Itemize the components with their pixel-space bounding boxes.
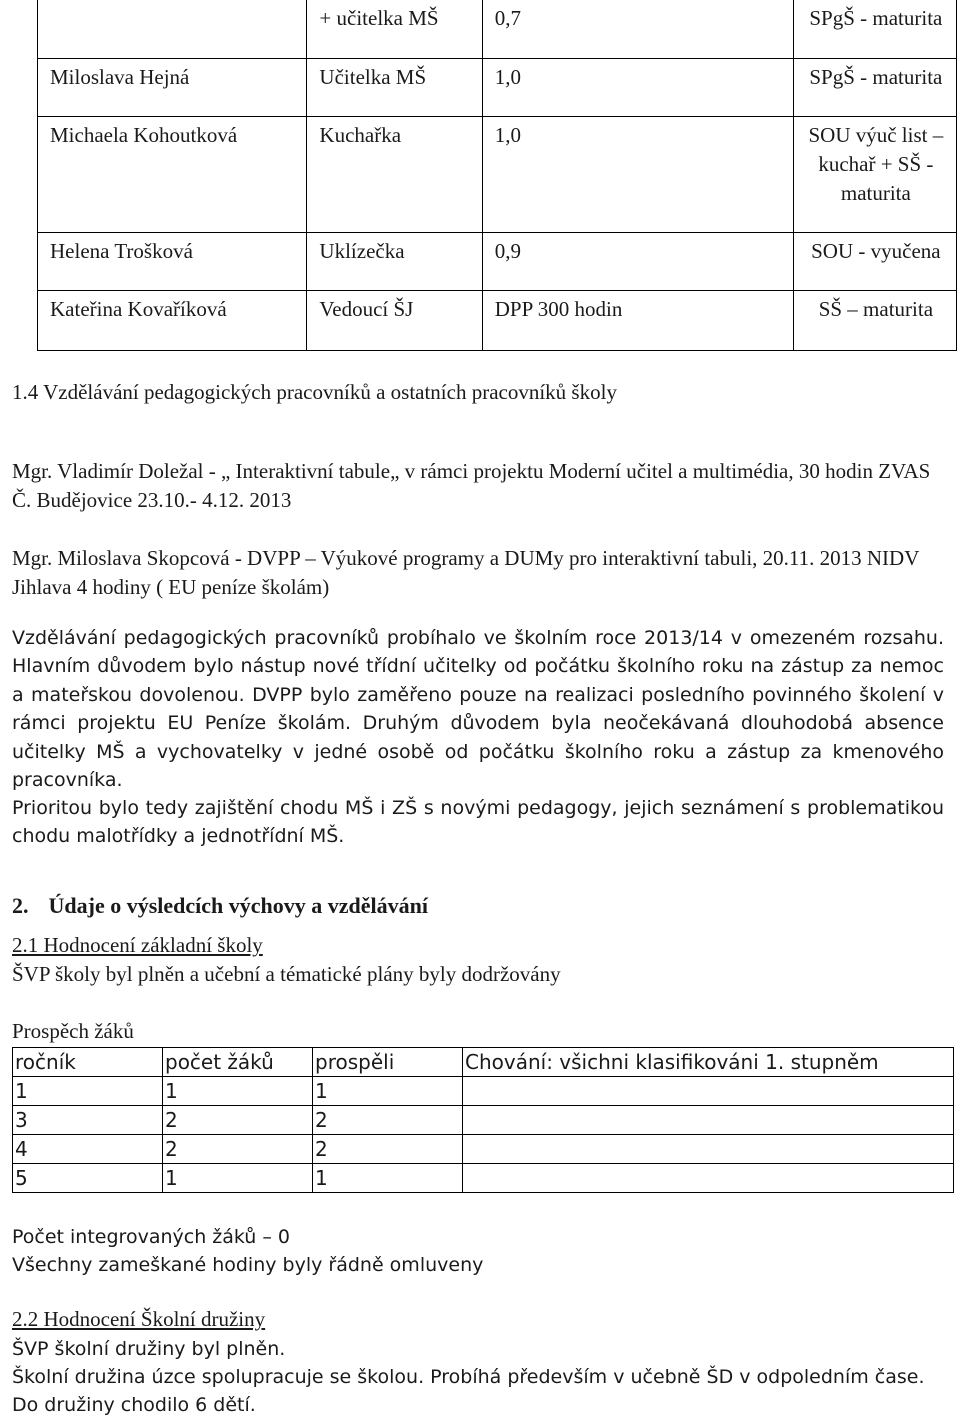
staff-education: SPgŠ - maturita	[793, 0, 956, 58]
grades-cell	[463, 1106, 954, 1135]
staff-role: Kuchařka	[307, 116, 482, 232]
grades-cell: 1	[13, 1077, 163, 1106]
section-2-title: Údaje o výsledcích výchovy a vzdělávání	[48, 893, 428, 918]
staff-education: SPgŠ - maturita	[793, 58, 956, 116]
grades-row	[13, 1077, 954, 1106]
grades-cell: 1	[313, 1077, 463, 1106]
staff-table	[37, 0, 957, 351]
staff-name: Helena Trošková	[38, 232, 307, 290]
absences-note: Všechny zameškané hodiny byly řádně omluveny	[12, 1254, 484, 1276]
grades-cell: 3	[13, 1106, 163, 1135]
grades-cell: 4	[13, 1135, 163, 1164]
staff-role: Vedoucí ŠJ	[307, 290, 482, 350]
subsection-2-2-line2: Školní družina úzce spolupracuje se školou. Probíhá především v učebně ŠD v odpoledním čase. Do družiny chodilo 6 dětí.	[12, 1366, 925, 1416]
grades-cell: 2	[163, 1106, 313, 1135]
subsection-2-1-title: 2.1 Hodnocení základní školy	[12, 933, 263, 957]
subsection-2-1-text: ŠVP školy byl plněn a učební a tématické plány byly dodržovány	[12, 962, 561, 986]
section-2-heading	[12, 891, 428, 920]
staff-load: 0,9	[482, 232, 793, 290]
section-1-4-heading: 1.4 Vzdělávání pedagogických pracovníků a ostatních pracovníků školy	[12, 380, 617, 404]
grades-cell	[463, 1077, 954, 1106]
training-entry-skopcova: Mgr. Miloslava Skopcová - DVPP – Výukové programy a DUMy pro interaktivní tabuli, 20.11. 2013 NIDV Jihlava 4 hodiny ( EU peníze školám)	[12, 546, 919, 599]
integrated-pupils: Počet integrovaných žáků – 0	[12, 1226, 291, 1248]
staff-role: Uklízečka	[307, 232, 482, 290]
grades-cell: 1	[163, 1077, 313, 1106]
subsection-2-2-line1: ŠVP školní družiny byl plněn.	[12, 1338, 286, 1360]
grades-row	[13, 1106, 954, 1135]
staff-role: + učitelka MŠ	[307, 0, 482, 58]
grades-header-cell: ročník	[13, 1048, 163, 1077]
grades-row	[13, 1135, 954, 1164]
grades-header-cell: prospěli	[313, 1048, 463, 1077]
grades-header-cell: počet žáků	[163, 1048, 313, 1077]
staff-load: 1,0	[482, 116, 793, 232]
staff-education: SOU výuč list – kuchař + SŠ - maturita	[793, 116, 956, 232]
grades-title: Prospěch žáků	[12, 1019, 134, 1043]
grades-cell: 2	[313, 1135, 463, 1164]
training-entry-doleal: Mgr. Vladimír Doležal - „ Interaktivní tabule„ v rámci projektu Moderní učitel a multimédia, 30 hodin ZVAS Č. Budějovice 23.10.- 4.12. 2013	[12, 459, 931, 512]
staff-row	[38, 58, 957, 116]
staff-education: SŠ – maturita	[793, 290, 956, 350]
staff-row	[38, 0, 957, 58]
grades-cell: 2	[163, 1135, 313, 1164]
subsection-2-2-title: 2.2 Hodnocení Školní družiny	[12, 1307, 266, 1331]
grades-cell: 2	[313, 1106, 463, 1135]
grades-header-row	[13, 1048, 954, 1077]
grades-table	[12, 1047, 954, 1193]
grades-cell: 1	[163, 1164, 313, 1193]
staff-education: SOU - vyučena	[793, 232, 956, 290]
grades-header-cell: Chování: všichni klasifikováni 1. stupněm	[463, 1048, 954, 1077]
staff-load: 0,7	[482, 0, 793, 58]
staff-name: Miloslava Hejná	[38, 58, 307, 116]
staff-name: Michaela Kohoutková	[38, 116, 307, 232]
staff-row	[38, 116, 957, 232]
section-2-number: 2.	[12, 893, 29, 918]
grades-row	[13, 1164, 954, 1193]
grades-cell	[463, 1135, 954, 1164]
staff-row	[38, 290, 957, 350]
staff-load: DPP 300 hodin	[482, 290, 793, 350]
grades-cell: 5	[13, 1164, 163, 1193]
staff-name: Kateřina Kovaříková	[38, 290, 307, 350]
staff-row	[38, 232, 957, 290]
priority-paragraph: Prioritou bylo tedy zajištění chodu MŠ i ZŠ s novými pedagogy, jejich seznámení s problematikou chodu malotřídky a jednotřídní MŠ.	[12, 797, 944, 848]
staff-name	[38, 0, 307, 58]
grades-cell: 1	[313, 1164, 463, 1193]
training-paragraph: Vzdělávání pedagogických pracovníků probíhalo ve školním roce 2013/14 v omezeném rozsahu. Hlavním důvodem bylo nástup nové třídní učitelky od počátku školního roku na zástup za nemoc a mateřskou dovolenou. DVPP bylo zaměřeno pouze na realizaci posledního povinného školení v rámci projektu EU Peníze školám. Druhým důvodem byla neočekávaná dlouhodobá absence učitelky MŠ a vychovatelky v jedné osobě od počátku školního roku a zástup za kmenového pracovníka.	[12, 627, 944, 792]
grades-cell	[463, 1164, 954, 1193]
staff-role: Učitelka MŠ	[307, 58, 482, 116]
staff-load: 1,0	[482, 58, 793, 116]
